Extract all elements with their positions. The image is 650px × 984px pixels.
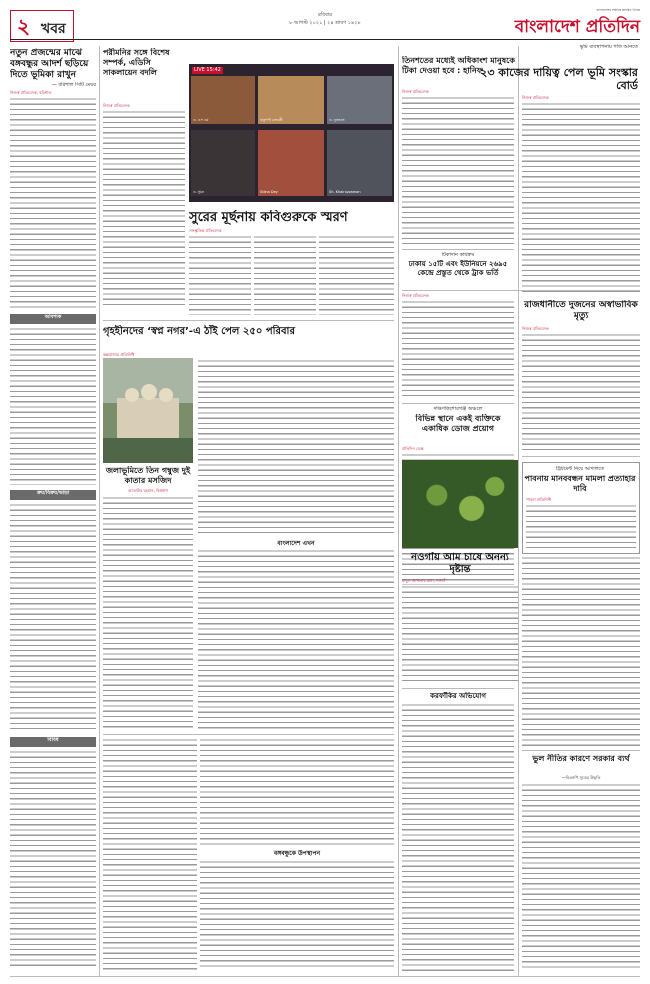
story-body-govt xyxy=(522,783,640,971)
story-body-col1 xyxy=(10,97,96,309)
classified-title: ক্রয়/বিক্রয়/ভাড়া xyxy=(36,490,70,496)
tile-name: ড. সুমন xyxy=(193,190,205,194)
story-source: সাংস্কৃতিক প্রতিবেদক xyxy=(189,228,222,233)
headline-mango: নওগাঁয় আম চাষে অনন্য দৃষ্টান্ত xyxy=(411,552,509,575)
story-body-houses xyxy=(198,359,394,535)
tile-name: ড. এস এম xyxy=(193,118,209,122)
section-rule xyxy=(522,750,640,751)
page-number: ২ xyxy=(17,14,31,38)
video-tile xyxy=(258,130,324,196)
mango-foliage xyxy=(402,460,518,548)
headline-capital: রাজধানীতে দুজনের অস্বাভাবিক মৃত্যু xyxy=(524,300,638,321)
video-tile xyxy=(258,76,324,124)
video-tile xyxy=(327,76,392,124)
story-source: নিজস্ব প্রতিবেদক xyxy=(522,95,549,100)
dome-shape xyxy=(159,388,173,402)
mosque-building xyxy=(117,398,179,438)
logo-text: বাংলাদেশ প্রতিদিন xyxy=(514,17,640,37)
story-body-bangladesh-now xyxy=(198,549,394,730)
kicker-pabna: ট্রিটমেন্ট নিয়ে আদালতে xyxy=(555,466,605,472)
live-badge: LIVE 15:42 xyxy=(194,67,221,73)
classified-header-sale xyxy=(10,490,96,500)
section-rule xyxy=(402,688,514,689)
video-tile xyxy=(191,76,255,124)
tile-name: Sh. Khairuzzaman xyxy=(329,190,361,194)
section-rule xyxy=(402,403,514,404)
story-body-capital xyxy=(522,333,640,453)
headline-pabna: পাবনায় মানববন্ধন মামলা প্রত্যাহার দাবি xyxy=(524,474,636,493)
story-body-poetry xyxy=(319,235,394,315)
dateline xyxy=(240,12,410,28)
story-body-tk xyxy=(402,96,514,246)
kicker-tickets: টিকাদান কার্যক্রম xyxy=(441,252,475,258)
classified-body-wanted xyxy=(10,327,96,485)
date-full: ৮ আগস্ট ২০২১ | ২৪ শ্রাবণ ১৪২৮ xyxy=(289,20,361,26)
tile-name: Sidna Dey xyxy=(260,190,278,194)
section-rule xyxy=(103,734,394,735)
video-tile xyxy=(191,130,255,196)
column-rule xyxy=(518,46,519,976)
dome-shape xyxy=(141,384,157,400)
story-body-col2-bottom xyxy=(103,738,197,970)
classified-header-misc xyxy=(10,737,96,747)
story-body-bangabandhu xyxy=(200,860,394,970)
story-body-pabna-more xyxy=(522,556,640,746)
headline-tickets: ঢাকায় ১৫টি এবং ইউনিয়নে ২৬৯৫ কেন্দ্রে প্রস্তুত থেকে ট্রাক ভর্তি xyxy=(408,260,508,277)
story-source: বাবুল আখতার রানা, নওগাঁ xyxy=(402,578,446,583)
kicker-govt: —বিএনপি সূত্রের উদ্ধৃতি xyxy=(561,775,601,780)
page-section: খবর xyxy=(41,21,66,37)
story-source: নিজস্ব প্রতিবেদক xyxy=(522,326,549,331)
story-body-land xyxy=(522,102,640,292)
quote-byline: — বরিশাল সিটি মেয়র xyxy=(51,82,96,88)
video-call-photo xyxy=(189,64,394,202)
masthead-logo xyxy=(470,8,640,42)
story-body-poetry xyxy=(254,235,316,315)
section-rule xyxy=(402,249,514,250)
headline-bangabandhu: বঙ্গবন্ধুকে উপস্থাপন xyxy=(273,850,321,857)
classified-body-misc xyxy=(10,750,96,970)
kicker-dengue: দক্ষিণকিশোরগঞ্জ অঞ্চলে xyxy=(433,406,483,412)
headline-dengue: বিভিন্ন স্থানে একই ব্যক্তিকে একাধিক ডোজ প্রয়োগ xyxy=(415,414,501,433)
tile-name: ঋতুপর্ণা চক্রবর্তী xyxy=(260,118,283,122)
story-body-poetry xyxy=(189,235,251,315)
mosque-photo xyxy=(103,358,193,463)
story-body-col2 xyxy=(103,110,185,305)
video-tile xyxy=(327,130,392,196)
mango-photo xyxy=(402,460,518,548)
story-source: নিজস্ব প্রতিবেদক, বরিশাল xyxy=(10,90,52,95)
headline-bangladesh-now: বাংলাদেশ এখন xyxy=(277,540,315,547)
story-body-karabandi xyxy=(402,703,514,971)
story-body-col3-bottom xyxy=(200,738,394,846)
classified-header-wanted xyxy=(10,314,96,324)
section-rule xyxy=(402,290,640,291)
date-day: রবিবার xyxy=(318,12,332,18)
headline-land: ২৩ কাজের দায়িত্ব পেল ভূমি সংস্কার বোর্ড xyxy=(480,66,638,92)
logo-tagline: বাংলাদেশের সর্বাধিক প্রচারিত দৈনিক xyxy=(596,8,640,12)
classified-title: আবশ্যক xyxy=(44,314,62,320)
headline-govt: ভুল নীতির কারণে সরকার ব্যর্থ xyxy=(532,754,630,763)
page-number-box xyxy=(10,10,74,42)
section-rule xyxy=(103,320,394,321)
story-body-tickets xyxy=(402,300,514,400)
column-rule xyxy=(99,46,100,976)
headline-karabandi: করফাঁকির অভিযোগ xyxy=(430,692,486,700)
headline-mosque: জলাভূমিতে তিন গম্বুজ দুই কাতার মসজিদ xyxy=(105,466,191,485)
classified-title: বিবিধ xyxy=(47,737,59,743)
story-body-mango xyxy=(402,585,518,685)
story-source: প্রতিদিন ডেস্ক xyxy=(402,446,424,451)
water-area xyxy=(103,438,193,463)
story-source: নিজস্ব প্রতিবেদক xyxy=(103,103,130,108)
story-body-pabna xyxy=(526,504,636,550)
story-source: নিজস্ব প্রতিবেদক xyxy=(402,89,429,94)
kicker-land: ভূমি ব্যবস্থাপনায় গতি আনতে xyxy=(579,44,638,50)
headline-tk: তিনশতের মধ্যেই অধিকাংশ মানুষকে টিকা দেওয়া হবে : হানিফ xyxy=(402,56,515,75)
section-rule xyxy=(522,456,640,457)
story-source: কক্সবাজার প্রতিনিধি xyxy=(103,352,135,357)
story-source: পাবনা প্রতিনিধি xyxy=(526,497,551,502)
header-rule xyxy=(10,39,640,40)
story-source: নিজস্ব প্রতিবেদক xyxy=(402,293,429,298)
headline-houses: গৃহহীনদের ‘স্বপ্ন নগর’-এ ঠাঁই পেল ২৫০ পরিবার xyxy=(103,326,295,337)
tile-name: ড. নুজহাত xyxy=(329,118,345,122)
headline-poetry: সুরের মূর্ছনায় কবিগুরুকে স্মরণ xyxy=(189,210,348,225)
dome-shape xyxy=(125,388,139,402)
headline-col2: পরীমনির সঙ্গে বিশেষ সম্পর্ক, এডিসি সাকলায়েন বদলি xyxy=(103,48,170,77)
column-rule xyxy=(398,46,399,976)
headline-col1: নতুন প্রজন্মের মাঝে বঙ্গবন্ধুর আদর্শ ছড়িয়ে দিতে ভূমিকা রাখুন xyxy=(10,48,89,80)
story-body-mosque xyxy=(103,496,193,730)
classified-body-sale xyxy=(10,503,96,733)
footer-rule xyxy=(10,976,640,977)
story-source: আতাউর রহমান, বিশ্বনাথ xyxy=(128,488,168,493)
